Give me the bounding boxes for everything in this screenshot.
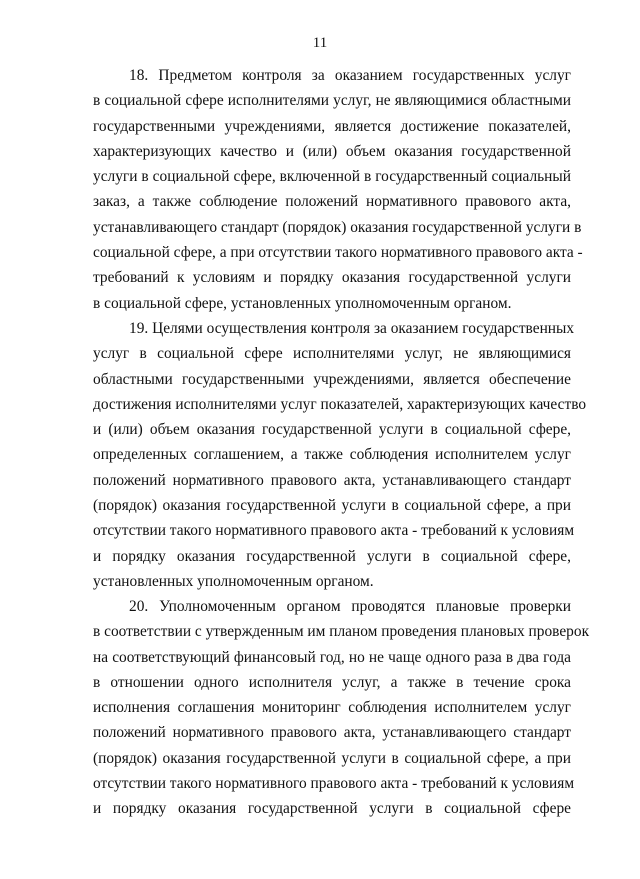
text-line: устанавливающего стандарт (порядок) оказания государственной услуги в xyxy=(93,218,582,236)
text-line: 20. Уполномоченным органом проводятся плановые проверки xyxy=(129,598,571,615)
text-line: 19. Целями осуществления контроля за оказанием государственных xyxy=(129,320,575,337)
text-line: (порядок) оказания государственной услуги в социальной сфере, а при xyxy=(93,497,571,515)
text-line: 18. Предметом контроля за оказанием государственных услуг xyxy=(129,67,571,84)
text-line: и порядку оказания государственной услуги в социальной сфере xyxy=(93,800,571,818)
text-line: в отношении одного исполнителя услуг, а также в течение срока xyxy=(93,673,571,691)
paragraph-20 xyxy=(93,594,590,822)
text-line: установленных уполномоченным органом. xyxy=(93,572,374,590)
paragraph-19 xyxy=(93,316,587,594)
text-line: определенных соглашением, а также соблюдения исполнителем услуг xyxy=(93,446,571,464)
text-line: требований к условиям и порядку оказания государственной услуги xyxy=(93,269,571,287)
text-line: в социальной сфере исполнителями услуг, не являющимися областными xyxy=(93,92,571,110)
text-line: социальной сфере, а при отсутствии такого нормативного правового акта - xyxy=(93,244,583,262)
text-line: достижения исполнителями услуг показателей, характеризующих качество xyxy=(93,395,587,413)
page-number: 11 xyxy=(312,35,328,51)
text-line: отсутствии такого нормативного правового акта - требований к условиям xyxy=(93,522,575,540)
text-line: и (или) объем оказания государственной услуги в социальной сфере, xyxy=(93,421,571,439)
text-line: на соответствующий финансовый год, но не чаще одного раза в два года xyxy=(93,648,571,666)
text-line: в соответствии с утвержденным им планом проведения плановых проверок xyxy=(93,623,590,641)
text-line: областными государственными учреждениями, является обеспечение xyxy=(93,370,571,388)
text-line: в социальной сфере, установленных уполномоченным органом. xyxy=(93,294,512,312)
text-line: услуги в социальной сфере, включенной в государственный социальный xyxy=(93,168,571,186)
text-line: характеризующих качество и (или) объем оказания государственной xyxy=(93,142,571,160)
text-line: (порядок) оказания государственной услуги в социальной сфере, а при xyxy=(93,749,571,767)
text-line: положений нормативного правового акта, устанавливающего стандарт xyxy=(93,471,571,489)
text-line: исполнения соглашения мониторинг соблюдения исполнителем услуг xyxy=(93,699,571,717)
text-line: положений нормативного правового акта, устанавливающего стандарт xyxy=(93,724,571,742)
text-line: государственными учреждениями, является достижение показателей, xyxy=(93,117,571,135)
text-line: отсутствии такого нормативного правового акта - требований к условиям xyxy=(93,775,575,793)
paragraph-18 xyxy=(93,63,583,316)
text-line: заказ, а также соблюдение положений нормативного правового акта, xyxy=(93,193,571,211)
text-line: услуг в социальной сфере исполнителями услуг, не являющимися xyxy=(93,345,571,363)
text-line: и порядку оказания государственной услуги в социальной сфере, xyxy=(93,547,571,565)
